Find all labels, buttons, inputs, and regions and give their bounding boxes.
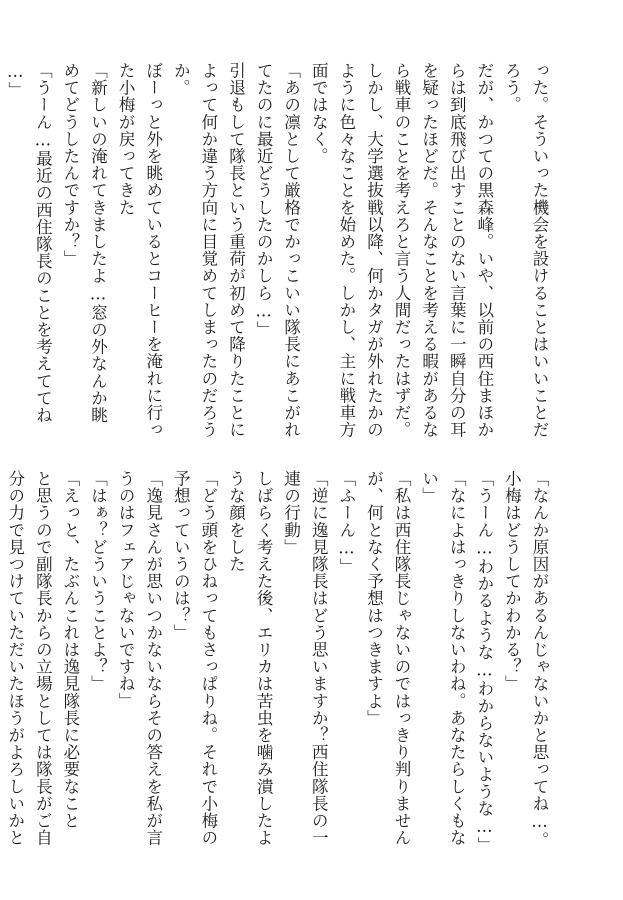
text-line: 連の行動」	[281, 470, 301, 556]
text-line: 「新しいの淹れてきましたよ…窓の外なんか眺	[88, 62, 108, 424]
text-line: 「うーん…最近の西住隊長のことを考えててね	[33, 62, 53, 424]
text-line: 「はぁ？どういうことよ？」	[88, 470, 108, 693]
text-line: が、何となく予想はつきますよ」	[364, 470, 384, 727]
text-line: 「逆に逸見隊長はどう思いますか？西住隊長の一	[309, 470, 329, 847]
text-line: 引退もして隊長という重荷が初めて降りたことに	[226, 62, 246, 439]
text-line: らは到底飛び出すことのない言葉に一瞬自分の耳	[447, 62, 467, 439]
text-line: 分の力で見つけていただいたほうがよろしいかと	[5, 470, 25, 847]
lower-text-block	[0, 470, 553, 854]
text-line: てたのに最近どうしたのかしら…」	[254, 62, 274, 339]
text-line: 「どう頭をひねってもさっぱりね。それで小梅の	[198, 470, 218, 847]
text-line: 「なんか原因があるんじゃないかと思ってね…。	[530, 470, 549, 849]
text-line: 予想っていうのは？」	[171, 470, 191, 641]
text-line: ら戦車のことを考えろと言う人間だったはずだ。	[392, 62, 412, 439]
text-line: 「えっと、たぶんこれは逸見隊長に必要なこと	[60, 470, 80, 830]
text-line: と思うので副隊長からの立場としては隊長がご自	[33, 470, 53, 847]
text-line: だが、かつての黒森峰。いや、以前の西住まほか	[474, 62, 494, 439]
text-line: 「ふーん…」	[336, 470, 356, 576]
text-line: い」	[419, 470, 439, 505]
text-line: ぼーっと外を眺めているとコーヒーを淹れに行っ	[143, 62, 163, 439]
text-line	[0, 470, 1, 850]
text-line: めてどうしたんですか？」	[60, 62, 80, 268]
text-line: 「あの凛として厳格でかっこいい隊長にあこがれ	[281, 62, 301, 439]
text-line: 「うーん…わかるような…わからないような…」	[474, 470, 494, 854]
text-line: た小梅が戻ってきた	[116, 62, 136, 216]
upper-text-block	[0, 62, 553, 442]
text-line: 「逸見さんが思いつかないならその答えを私が言	[143, 470, 163, 847]
text-line: よって何か違う方向に目覚めてしまったのだろう	[198, 62, 218, 439]
text-line: 面ではなく。	[309, 62, 329, 165]
text-line: しばらく考えた後、エリカは苦虫を噛み潰したよ	[254, 470, 274, 847]
text-line: か。	[171, 62, 191, 97]
text-line: うのはフェアじゃないですね」	[116, 470, 136, 710]
text-line: …」	[5, 62, 25, 99]
text-line: ように色々なことを始めた。しかし、主に戦車方	[336, 62, 356, 439]
text-line: を疑ったほどだ。そんなことを考える暇があるな	[419, 62, 439, 439]
text-line: しかし、大学選抜戦以降、何かタガが外れたかの	[364, 62, 384, 439]
text-line: 小梅はどうしてかわかる？」	[502, 470, 522, 693]
text-line: うな顔をした	[226, 470, 246, 573]
text-line: 「私は西住隊長じゃないのではっきり判りません	[392, 470, 412, 847]
text-line: ろう。	[502, 62, 522, 114]
text-line: った。そういった機会を設けることはいいことだ	[530, 62, 549, 439]
text-line	[0, 62, 1, 442]
text-line: 「なによはっきりしないわね。あなたらしくもな	[447, 470, 467, 847]
